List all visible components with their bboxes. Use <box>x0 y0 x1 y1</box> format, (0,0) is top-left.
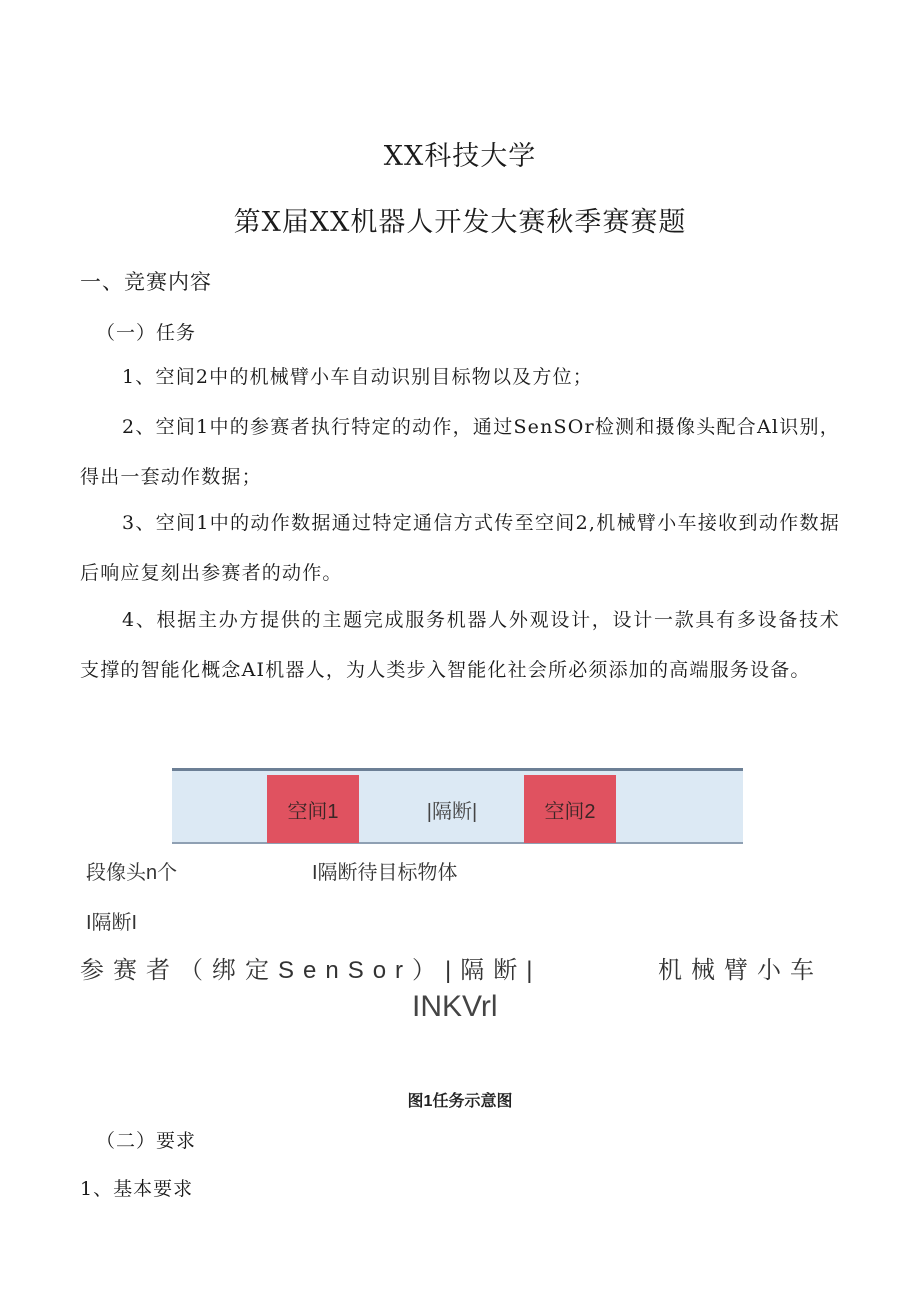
subheading-task: （一）任务 <box>96 322 197 344</box>
participant-label: 参赛者（绑定SenSor）|隔断| <box>80 957 542 984</box>
university-title: XX科技大学 <box>383 141 537 172</box>
space2-block: 空间2 <box>524 775 616 843</box>
subheading-requirements: （二）要求 <box>96 1130 197 1152</box>
task-diagram <box>172 768 743 844</box>
divider2-label: I隔断I <box>86 912 138 934</box>
space1-block: 空间1 <box>267 775 359 843</box>
basic-requirements-heading: 1、基本要求 <box>80 1178 194 1200</box>
task-item-1: 1、空间2中的机械臂小车自动识别目标物以及方位； <box>122 366 593 388</box>
divider-target-label: I隔断待目标物体 <box>312 862 458 884</box>
task-item-2: 2、空间1中的参赛者执行特定的动作，通过SenSOr检测和摄像头配合Al识别，得出一套动作数据； <box>80 416 840 488</box>
task-item-3: 3、空间1中的动作数据通过特定通信方式传至空间2,机械臂小车接收到动作数据后响应复刻出参赛者的动作。 <box>80 512 840 584</box>
arm-car-label: 机械臂小车 <box>658 957 823 984</box>
camera-label: 段像头n个 <box>86 862 178 884</box>
divider-label: |隔断| <box>426 800 478 823</box>
task-item-4: 4、根据主办方提供的主题完成服务机器人外观设计，设计一款具有多设备技术支撑的智能化概念AI机器人，为人类步入智能化社会所必须添加的高端服务设备。 <box>80 609 840 681</box>
competition-title: 第X届XX机器人开发大赛秋季赛赛题 <box>233 207 687 238</box>
section-heading-content: 一、竞赛内容 <box>80 270 212 294</box>
figure-caption: 图1任务示意图 <box>407 1093 513 1110</box>
code-label: INKVrl <box>412 990 498 1023</box>
